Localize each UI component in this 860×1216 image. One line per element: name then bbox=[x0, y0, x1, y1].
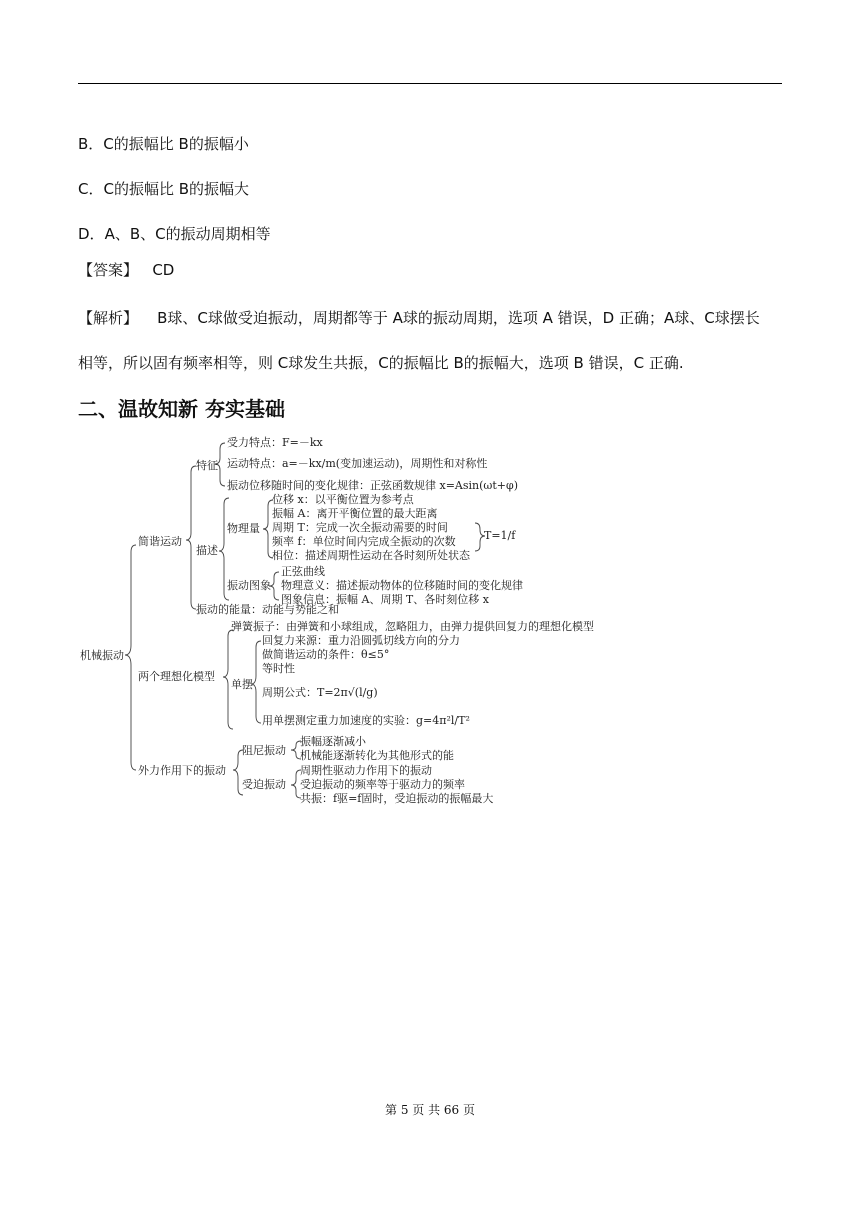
motion-text: 运动特点：a=－kx/m(变加速运动)，周期性和对称性 bbox=[227, 457, 488, 470]
iso-text: 等时性 bbox=[262, 662, 295, 675]
cond-text: 做简谐运动的条件：θ≤5° bbox=[262, 648, 390, 661]
shm-node: 简谐运动 bbox=[138, 535, 182, 548]
pendulum-node: 单摆 bbox=[231, 678, 253, 691]
analysis-line-2: 相等，所以固有频率相等，则 C球发生共振，C的振幅比 B的振幅大，选项 B 错误，C 正确. bbox=[78, 354, 684, 372]
restore-text: 回复力来源：重力沿圆弧切线方向的分力 bbox=[262, 634, 460, 647]
answer-line: 【答案】 CD bbox=[78, 261, 175, 279]
section-title: 二、温故知新 夯实基础 bbox=[78, 397, 285, 421]
energy-text: 振动的能量：动能与势能之和 bbox=[196, 603, 339, 616]
forced-node: 受迫振动 bbox=[242, 778, 286, 791]
disp-text: 位移 x：以平衡位置为参考点 bbox=[272, 493, 414, 506]
amp-text: 振幅 A：离开平衡位置的最大距离 bbox=[272, 507, 438, 520]
shm-brace bbox=[186, 466, 196, 609]
models-node: 两个理想化模型 bbox=[138, 670, 215, 683]
freq-text: 频率 f：单位时间内完成全振动的次数 bbox=[272, 535, 456, 548]
g-exp-text: 用单摆测定重力加速度的实验：g=4π²l/T² bbox=[262, 714, 470, 727]
option-c: C．C的振幅比 B的振幅大 bbox=[78, 180, 250, 198]
spring-text: 弹簧振子：由弹簧和小球组成，忽略阻力，由弹力提供回复力的理想化模型 bbox=[231, 620, 594, 633]
period-text: 周期 T：完成一次全振动需要的时间 bbox=[272, 521, 448, 534]
describe-node: 描述 bbox=[196, 544, 218, 557]
sine-text: 正弦曲线 bbox=[281, 565, 325, 578]
root-node: 机械振动 bbox=[80, 649, 124, 662]
external-node: 外力作用下的振动 bbox=[138, 764, 226, 777]
feature-node: 特征 bbox=[196, 459, 218, 472]
damped-1-text: 振幅逐渐减小 bbox=[300, 735, 366, 748]
damped-node: 阻尼振动 bbox=[242, 744, 286, 757]
T-eq-text: T=1/f bbox=[484, 529, 516, 542]
forced-3-text: 共振：f驱=f固时，受迫振动的振幅最大 bbox=[300, 792, 494, 805]
page-footer: 第 5 页 共 66 页 bbox=[385, 1103, 475, 1117]
phys-qty-node: 物理量 bbox=[227, 522, 260, 535]
damped-2-text: 机械能逐渐转化为其他形式的能 bbox=[300, 749, 454, 762]
analysis-line-1: 【解析】 B球、C球做受迫振动，周期都等于 A球的振动周期，选项 A 错误，D 正确；A球、C球摆长 bbox=[78, 309, 760, 327]
option-d: D．A、B、C的振动周期相等 bbox=[78, 225, 271, 243]
forced-1-text: 周期性驱动力作用下的振动 bbox=[300, 764, 432, 777]
info-text: 图象信息：振幅 A、周期 T、各时刻位移 x bbox=[281, 593, 489, 606]
forced-2-text: 受迫振动的频率等于驱动力的频率 bbox=[300, 778, 465, 791]
force-text: 受力特点：F=－kx bbox=[227, 436, 323, 449]
root-brace bbox=[125, 545, 136, 770]
period-formula-text: 周期公式：T=2π√(l/g) bbox=[262, 686, 378, 699]
graph-node: 振动图象 bbox=[227, 579, 271, 592]
phase-text: 相位：描述周期性运动在各时刻所处状态 bbox=[272, 549, 470, 562]
meaning-text: 物理意义：描述振动物体的位移随时间的变化规律 bbox=[281, 579, 523, 592]
disp-law-text: 振动位移随时间的变化规律：正弦函数规律 x=Asin(ωt+φ) bbox=[227, 479, 518, 492]
option-b: B．C的振幅比 B的振幅小 bbox=[78, 135, 249, 153]
